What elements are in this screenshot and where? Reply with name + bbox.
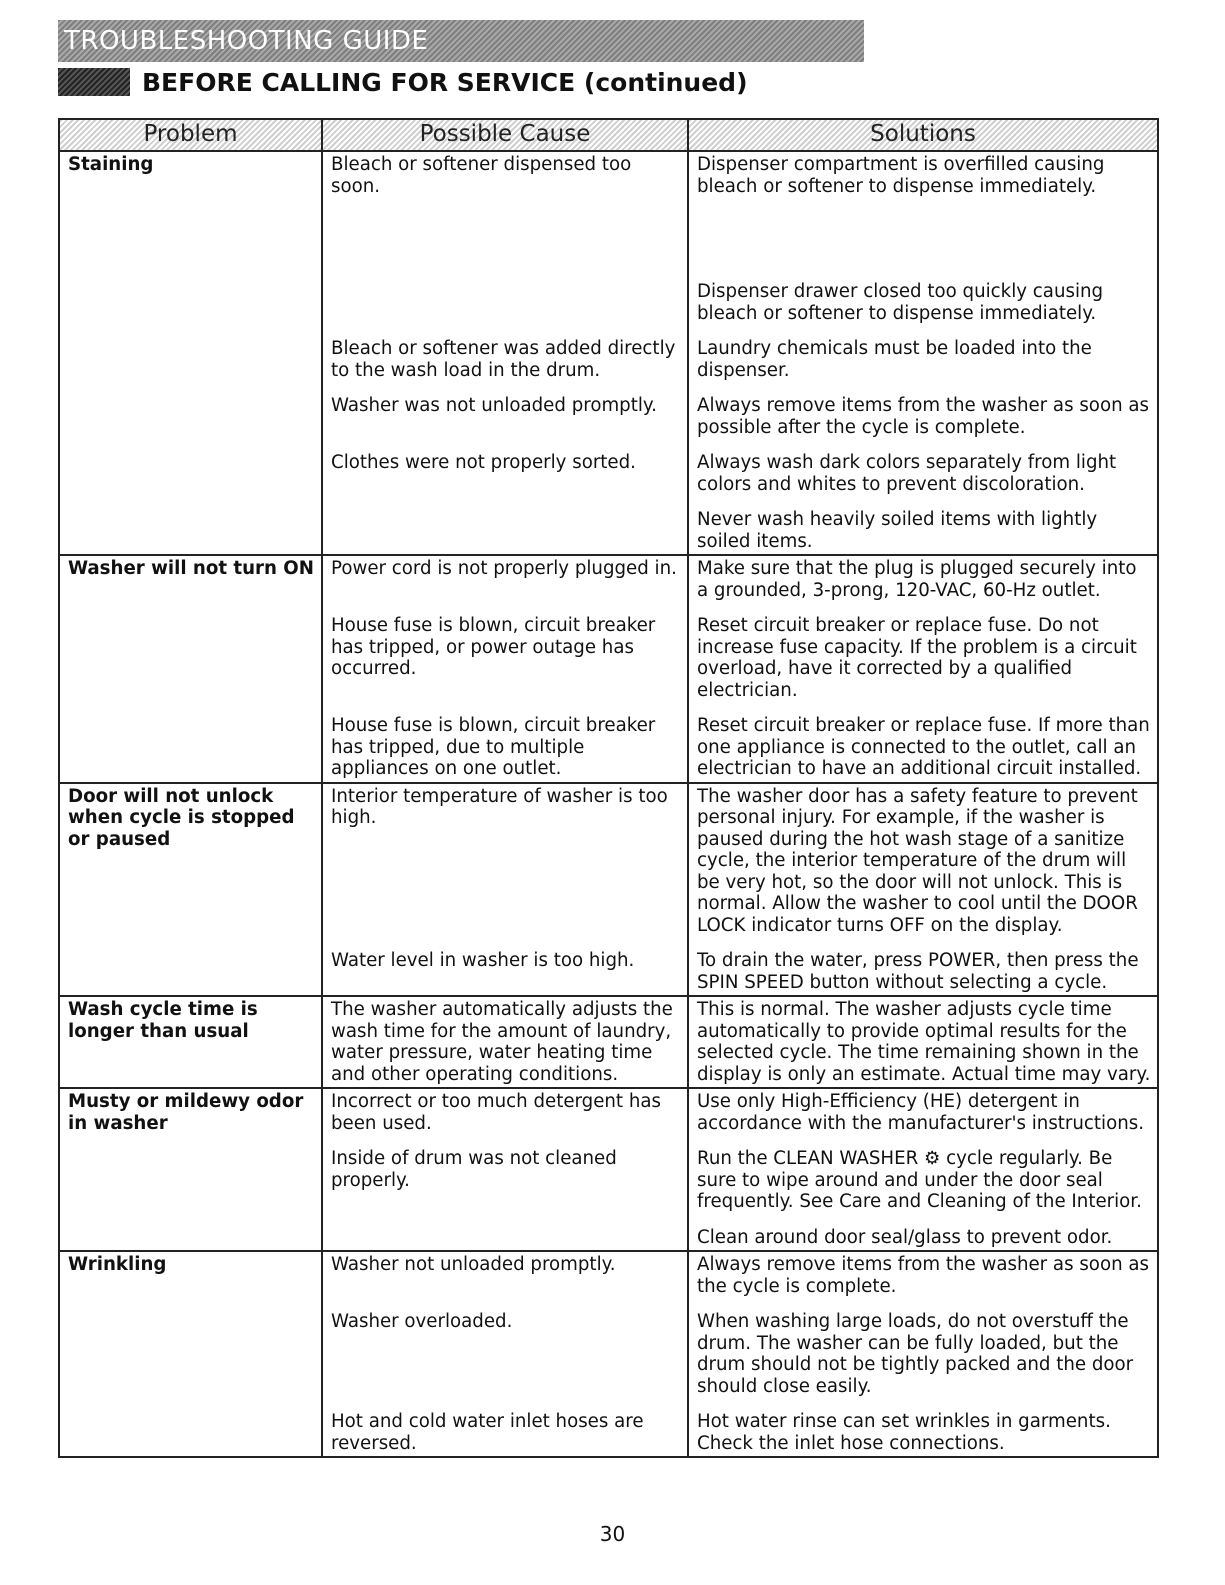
- table-row: [59, 151, 1158, 269]
- solution-cell: Laundry chemicals must be loaded into the dispenser.: [688, 326, 1158, 383]
- problem-cell: [59, 1399, 322, 1457]
- problem-cell: [59, 938, 322, 996]
- table-row: [59, 783, 1158, 939]
- table-row: [59, 938, 1158, 996]
- problem-cell: [59, 703, 322, 783]
- solution-cell: Dispenser drawer closed too quickly causing bleach or softener to dispense immediately.: [688, 269, 1158, 326]
- problem-cell: [59, 1136, 322, 1215]
- problem-cell: [59, 1215, 322, 1252]
- solution-cell: Clean around door seal/glass to prevent odor.: [688, 1215, 1158, 1252]
- table-row: [59, 1399, 1158, 1457]
- cause-cell: Washer not unloaded promptly.: [322, 1251, 688, 1299]
- header-solutions: Solutions: [688, 119, 1158, 151]
- problem-cell: [59, 269, 322, 326]
- table-row: [59, 326, 1158, 383]
- cause-cell: Bleach or softener dispensed too soon.: [322, 151, 688, 269]
- subheading: [58, 64, 748, 100]
- problem-cell: [59, 440, 322, 497]
- problem-cell: Washer will not turn ON: [59, 555, 322, 603]
- cause-cell: Power cord is not properly plugged in.: [322, 555, 688, 603]
- solution-cell: Reset circuit breaker or replace fuse. Do not increase fuse capacity. If the problem is a circuit overload, have it corrected by a qualified electrician.: [688, 603, 1158, 703]
- cause-cell: Interior temperature of washer is too high.: [322, 783, 688, 939]
- table-row: [59, 1088, 1158, 1136]
- cause-cell: [322, 497, 688, 555]
- problem-cell: [59, 603, 322, 703]
- cause-cell: Washer was not unloaded promptly.: [322, 383, 688, 440]
- cause-cell: The washer automatically adjusts the wash time for the amount of laundry, water pressure, water heating time and other operating conditions.: [322, 996, 688, 1088]
- problem-cell: Wash cycle time is longer than usual: [59, 996, 322, 1088]
- problem-cell: [59, 383, 322, 440]
- table-row: [59, 497, 1158, 555]
- table-row: [59, 1136, 1158, 1215]
- cause-cell: [322, 269, 688, 326]
- cause-cell: Incorrect or too much detergent has been used.: [322, 1088, 688, 1136]
- subheading-marker: [58, 68, 130, 96]
- table-row: [59, 1299, 1158, 1399]
- troubleshooting-table: [58, 118, 1159, 1458]
- solution-cell: Reset circuit breaker or replace fuse. If more than one appliance is connected to the outlet, call an electrician to have an additional circuit installed.: [688, 703, 1158, 783]
- solution-cell: Hot water rinse can set wrinkles in garments. Check the inlet hose connections.: [688, 1399, 1158, 1457]
- table-row: [59, 603, 1158, 703]
- cause-cell: Bleach or softener was added directly to the wash load in the drum.: [322, 326, 688, 383]
- problem-cell: Staining: [59, 151, 322, 269]
- page-number: 30: [599, 1522, 626, 1546]
- cause-cell: Water level in washer is too high.: [322, 938, 688, 996]
- solution-cell: This is normal. The washer adjusts cycle time automatically to provide optimal results for the selected cycle. The time remaining shown in the display is only an estimate. Actual time may vary.: [688, 996, 1158, 1088]
- cause-cell: Hot and cold water inlet hoses are reversed.: [322, 1399, 688, 1457]
- cause-cell: Washer overloaded.: [322, 1299, 688, 1399]
- table-row: [59, 703, 1158, 783]
- cause-cell: Inside of drum was not cleaned properly.: [322, 1136, 688, 1215]
- table-row: [59, 555, 1158, 603]
- subheading-text: BEFORE CALLING FOR SERVICE (continued): [142, 67, 748, 97]
- solution-cell: Use only High-Efficiency (HE) detergent in accordance with the manufacturer's instructions.: [688, 1088, 1158, 1136]
- cause-cell: [322, 1215, 688, 1252]
- table-row: [59, 440, 1158, 497]
- header-possible-cause: Possible Cause: [322, 119, 688, 151]
- banner-title: TROUBLESHOOTING GUIDE: [64, 26, 429, 56]
- cause-cell: Clothes were not properly sorted.: [322, 440, 688, 497]
- problem-cell: Wrinkling: [59, 1251, 322, 1299]
- solution-cell: To drain the water, press POWER, then press the SPIN SPEED button without selecting a cycle.: [688, 938, 1158, 996]
- problem-cell: [59, 497, 322, 555]
- table-row: [59, 269, 1158, 326]
- solution-cell: Make sure that the plug is plugged securely into a grounded, 3-prong, 120-VAC, 60-Hz outlet.: [688, 555, 1158, 603]
- problem-cell: Musty or mildewy odor in washer: [59, 1088, 322, 1136]
- section-banner: [58, 20, 864, 62]
- header-problem: Problem: [59, 119, 322, 151]
- solution-cell: Always remove items from the washer as soon as the cycle is complete.: [688, 1251, 1158, 1299]
- table-row: [59, 1251, 1158, 1299]
- problem-cell: [59, 326, 322, 383]
- table-row: [59, 383, 1158, 440]
- cause-cell: House fuse is blown, circuit breaker has tripped, or power outage has occurred.: [322, 603, 688, 703]
- table-row: [59, 996, 1158, 1088]
- table-row: [59, 1215, 1158, 1252]
- solution-cell: Always remove items from the washer as soon as possible after the cycle is complete.: [688, 383, 1158, 440]
- solution-cell: Dispenser compartment is overfilled causing bleach or softener to dispense immediately.: [688, 151, 1158, 269]
- solution-cell: Run the CLEAN WASHER ⚙ cycle regularly. Be sure to wipe around and under the door seal frequently. See Care and Cleaning of the Interior.: [688, 1136, 1158, 1215]
- solution-cell: Always wash dark colors separately from light colors and whites to prevent discoloration.: [688, 440, 1158, 497]
- problem-cell: Door will not unlock when cycle is stopped or paused: [59, 783, 322, 939]
- solution-cell: When washing large loads, do not overstuff the drum. The washer can be fully loaded, but the drum should not be tightly packed and the door should close easily.: [688, 1299, 1158, 1399]
- solution-cell: The washer door has a safety feature to prevent personal injury. For example, if the washer is paused during the hot wash stage of a sanitize cycle, the interior temperature of the drum will be very hot, so the door will not unlock. This is normal. Allow the washer to cool until the DOOR LOCK indicator turns OFF on the display.: [688, 783, 1158, 939]
- cause-cell: House fuse is blown, circuit breaker has tripped, due to multiple appliances on one outlet.: [322, 703, 688, 783]
- problem-cell: [59, 1299, 322, 1399]
- table-header-row: [59, 119, 1158, 151]
- solution-cell: Never wash heavily soiled items with lightly soiled items.: [688, 497, 1158, 555]
